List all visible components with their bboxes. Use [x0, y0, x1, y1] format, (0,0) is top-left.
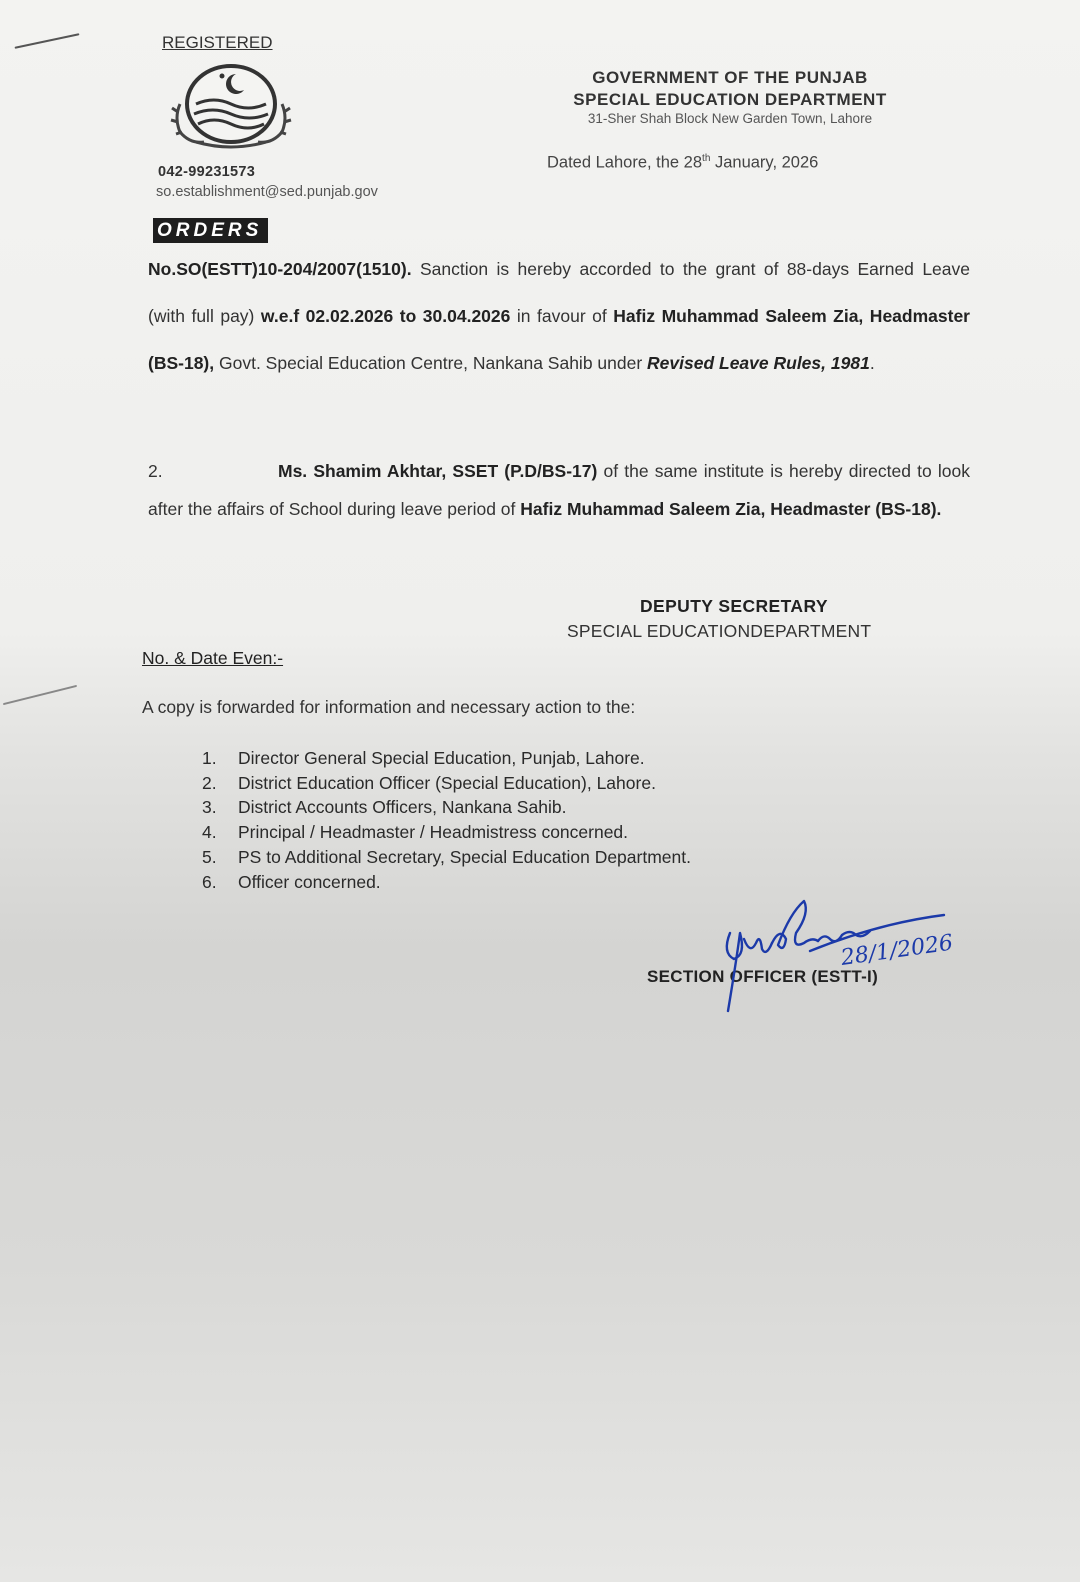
department-address: 31-Sher Shah Block New Garden Town, Lahore	[587, 111, 873, 126]
section-officer-title: SECTION OFFICER (ESTT-I)	[647, 967, 879, 986]
punjab-seal-icon	[166, 60, 296, 150]
dated-line: Dated Lahore, the 28th January, 2026	[547, 153, 819, 172]
list-item: 2. District Education Officer (Special Education), Lahore.	[202, 772, 656, 793]
list-item: 4. Principal / Headmaster / Headmistress concerned.	[202, 822, 629, 843]
officer-name: Hafiz Muhammad Saleem Zia, Headmaster (BS-18),	[148, 306, 970, 373]
deputy-secretary-title: DEPUTY SECRETARY	[640, 596, 828, 616]
order-paragraph-1: No.SO(ESTT)10-204/2007(1510). Sanction is hereby accorded to the grant of 88-days Earned Leave (with full pay) w.e.f 02.02.2026 to 30.04.2026 in favour of Hafiz Muhammad Saleem Zia, Headmaster (BS-18), Govt. Special Education Centre, Nankana Sahib under Revised Leave Rules, 1981.	[148, 259, 970, 373]
deputy-secretary-department: SPECIAL EDUCATIONDEPARTMENT	[567, 621, 872, 641]
order-paragraph-2: 2. Ms. Shamim Akhtar, SSET (P.D/BS-17) of the same institute is hereby directed to look after the affairs of School during leave period of Hafiz Muhammad Saleem Zia, Headmaster (BS-18).	[148, 452, 970, 528]
list-item: 6. Officer concerned.	[202, 871, 381, 892]
phone-number: 042-99231573	[158, 164, 256, 180]
registered-label: REGISTERED	[162, 33, 273, 52]
signature-date: 28/1/2026	[839, 930, 955, 971]
pen-mark-middle	[3, 685, 77, 705]
no-and-date-even: No. & Date Even:-	[142, 648, 284, 668]
incharge-name: Ms. Shamim Akhtar, SSET (P.D/BS-17)	[278, 461, 598, 481]
order-reference: No.SO(ESTT)10-204/2007(1510).	[148, 259, 412, 279]
copy-forwarded-line: A copy is forwarded for information and necessary action to the:	[142, 697, 636, 717]
government-title: GOVERNMENT OF THE PUNJAB	[592, 68, 868, 87]
leave-dates: w.e.f 02.02.2026 to 30.04.2026	[260, 306, 511, 326]
orders-heading: ORDERS	[153, 218, 268, 243]
paragraph-number: 2.	[148, 461, 163, 481]
email-address: so.establishment@sed.punjab.gov	[156, 184, 378, 200]
list-item: 3. District Accounts Officers, Nankana Sahib.	[202, 797, 567, 818]
department-title: SPECIAL EDUCATION DEPARTMENT	[573, 90, 887, 109]
list-item: 5. PS to Additional Secretary, Special Education Department.	[202, 846, 691, 867]
recipient-list	[202, 746, 691, 894]
pen-mark-top	[15, 33, 80, 49]
list-item: 1. Director General Special Education, Punjab, Lahore.	[202, 748, 645, 768]
officer-name-repeat: Hafiz Muhammad Saleem Zia, Headmaster (BS-18).	[520, 499, 942, 519]
leave-rules: Revised Leave Rules, 1981	[647, 353, 870, 373]
handwritten-signature-icon	[700, 893, 1020, 1023]
